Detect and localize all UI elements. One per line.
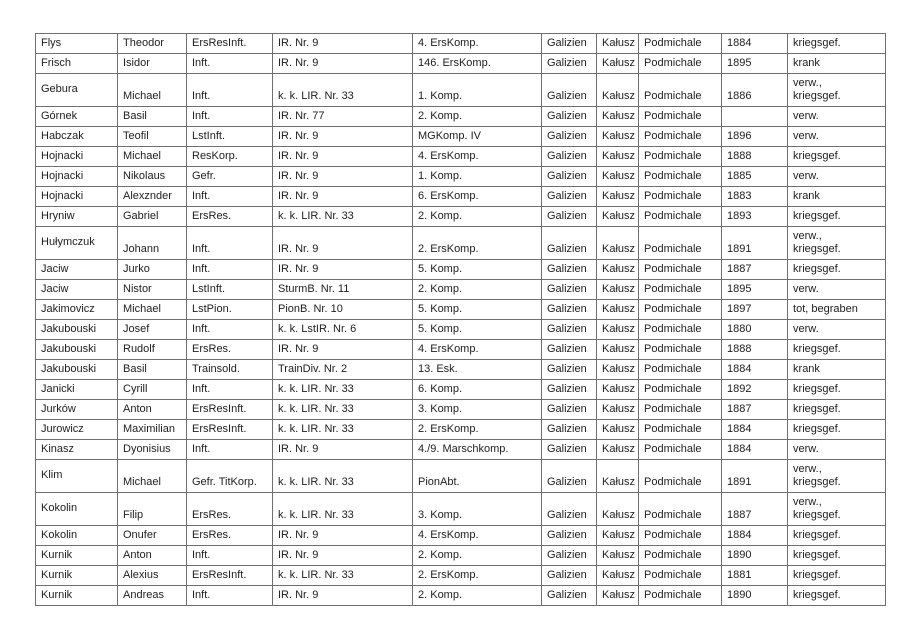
cell-place: Podmichale [639,127,722,147]
cell-company: 4. ErsKomp. [413,340,542,360]
table-row [36,34,886,54]
cell-first-name: Alexznder [118,187,187,207]
cell-surname: Klim [36,460,118,493]
cell-birth-year: 1897 [722,300,788,320]
cell-surname: Hojnacki [36,187,118,207]
cell-region: Galizien [542,340,597,360]
cell-district: Kałusz [597,420,639,440]
cell-region: Galizien [542,420,597,440]
cell-district: Kałusz [597,380,639,400]
cell-status: verw., kriegsgef. [788,460,886,493]
table-row [36,207,886,227]
cell-status: kriegsgef. [788,566,886,586]
cell-unit: IR. Nr. 77 [273,107,413,127]
cell-first-name: Johann [118,227,187,260]
cell-surname: Kokolin [36,526,118,546]
cell-region: Galizien [542,380,597,400]
cell-region: Galizien [542,147,597,167]
cell-rank: LstInft. [187,127,273,147]
cell-surname: Hryniw [36,207,118,227]
table-row [36,566,886,586]
cell-birth-year: 1890 [722,586,788,606]
cell-surname: Kinasz [36,440,118,460]
cell-birth-year: 1884 [722,360,788,380]
cell-status: krank [788,360,886,380]
cell-company: 146. ErsKomp. [413,54,542,74]
cell-rank: ErsResInft. [187,34,273,54]
cell-company: 2. Komp. [413,207,542,227]
cell-region: Galizien [542,400,597,420]
cell-unit: k. k. LstIR. Nr. 6 [273,320,413,340]
cell-birth-year: 1881 [722,566,788,586]
cell-status: verw., kriegsgef. [788,493,886,526]
cell-company: 5. Komp. [413,300,542,320]
cell-surname: Jakubouski [36,340,118,360]
cell-company: 4./9. Marschkomp. [413,440,542,460]
cell-company: 2. Komp. [413,546,542,566]
cell-place: Podmichale [639,147,722,167]
cell-company: 1. Komp. [413,74,542,107]
table-row [36,360,886,380]
cell-district: Kałusz [597,107,639,127]
cell-rank: Inft. [187,74,273,107]
cell-birth-year [722,107,788,127]
cell-surname: Gebura [36,74,118,107]
cell-rank: Inft. [187,187,273,207]
cell-unit: IR. Nr. 9 [273,440,413,460]
cell-first-name: Josef [118,320,187,340]
cell-birth-year: 1887 [722,493,788,526]
cell-first-name: Nikolaus [118,167,187,187]
cell-place: Podmichale [639,107,722,127]
cell-unit: IR. Nr. 9 [273,187,413,207]
cell-unit: k. k. LIR. Nr. 33 [273,460,413,493]
cell-place: Podmichale [639,586,722,606]
cell-rank: Inft. [187,440,273,460]
cell-unit: k. k. LIR. Nr. 33 [273,566,413,586]
cell-rank: LstPion. [187,300,273,320]
cell-place: Podmichale [639,207,722,227]
cell-first-name: Rudolf [118,340,187,360]
cell-place: Podmichale [639,360,722,380]
cell-company: 2. Komp. [413,107,542,127]
cell-place: Podmichale [639,566,722,586]
cell-district: Kałusz [597,147,639,167]
cell-surname: Górnek [36,107,118,127]
cell-surname: Jakubouski [36,320,118,340]
cell-region: Galizien [542,300,597,320]
cell-region: Galizien [542,460,597,493]
cell-district: Kałusz [597,360,639,380]
cell-region: Galizien [542,34,597,54]
cell-place: Podmichale [639,400,722,420]
cell-region: Galizien [542,260,597,280]
cell-surname: Kokolin [36,493,118,526]
cell-place: Podmichale [639,320,722,340]
cell-district: Kałusz [597,460,639,493]
cell-unit: IR. Nr. 9 [273,526,413,546]
cell-surname: Habczak [36,127,118,147]
cell-unit: k. k. LIR. Nr. 33 [273,380,413,400]
cell-district: Kałusz [597,187,639,207]
cell-first-name: Basil [118,107,187,127]
cell-first-name: Maximilian [118,420,187,440]
cell-surname: Kurnik [36,566,118,586]
cell-region: Galizien [542,54,597,74]
cell-unit: k. k. LIR. Nr. 33 [273,400,413,420]
cell-first-name: Anton [118,546,187,566]
casualty-table [35,33,886,606]
cell-birth-year: 1895 [722,54,788,74]
cell-rank: Gefr. TitKorp. [187,460,273,493]
cell-birth-year: 1884 [722,420,788,440]
cell-company: 2. ErsKomp. [413,420,542,440]
cell-district: Kałusz [597,340,639,360]
cell-first-name: Cyrill [118,380,187,400]
table-row [36,280,886,300]
cell-status: kriegsgef. [788,420,886,440]
cell-district: Kałusz [597,493,639,526]
cell-region: Galizien [542,207,597,227]
cell-first-name: Teofil [118,127,187,147]
cell-rank: Trainsold. [187,360,273,380]
cell-district: Kałusz [597,167,639,187]
cell-status: tot, begraben [788,300,886,320]
cell-region: Galizien [542,526,597,546]
cell-place: Podmichale [639,280,722,300]
cell-district: Kałusz [597,300,639,320]
cell-first-name: Basil [118,360,187,380]
cell-status: kriegsgef. [788,147,886,167]
cell-district: Kałusz [597,526,639,546]
cell-region: Galizien [542,107,597,127]
cell-place: Podmichale [639,54,722,74]
cell-unit: k. k. LIR. Nr. 33 [273,493,413,526]
cell-company: 2. Komp. [413,586,542,606]
cell-surname: Frisch [36,54,118,74]
cell-rank: Inft. [187,380,273,400]
table-row [36,493,886,526]
cell-first-name: Isidor [118,54,187,74]
cell-place: Podmichale [639,167,722,187]
cell-first-name: Michael [118,147,187,167]
cell-status: kriegsgef. [788,207,886,227]
cell-unit: TrainDiv. Nr. 2 [273,360,413,380]
cell-place: Podmichale [639,380,722,400]
cell-birth-year: 1895 [722,280,788,300]
cell-district: Kałusz [597,440,639,460]
cell-company: 4. ErsKomp. [413,34,542,54]
cell-company: 2. ErsKomp. [413,566,542,586]
cell-status: kriegsgef. [788,400,886,420]
cell-region: Galizien [542,586,597,606]
cell-first-name: Michael [118,460,187,493]
cell-district: Kałusz [597,400,639,420]
cell-unit: IR. Nr. 9 [273,127,413,147]
cell-district: Kałusz [597,320,639,340]
cell-first-name: Gabriel [118,207,187,227]
table-row [36,440,886,460]
cell-rank: Inft. [187,320,273,340]
cell-surname: Jaciw [36,260,118,280]
cell-district: Kałusz [597,280,639,300]
cell-first-name: Andreas [118,586,187,606]
cell-status: kriegsgef. [788,34,886,54]
cell-first-name: Jurko [118,260,187,280]
table-row [36,260,886,280]
cell-unit: k. k. LIR. Nr. 33 [273,420,413,440]
table-row [36,526,886,546]
cell-district: Kałusz [597,586,639,606]
cell-status: verw. [788,440,886,460]
cell-status: kriegsgef. [788,260,886,280]
cell-region: Galizien [542,440,597,460]
cell-unit: IR. Nr. 9 [273,34,413,54]
cell-rank: ErsRes. [187,207,273,227]
cell-place: Podmichale [639,460,722,493]
cell-birth-year: 1885 [722,167,788,187]
cell-status: verw. [788,167,886,187]
table-row [36,74,886,107]
cell-company: 3. Komp. [413,493,542,526]
cell-birth-year: 1891 [722,227,788,260]
cell-unit: IR. Nr. 9 [273,586,413,606]
cell-birth-year: 1893 [722,207,788,227]
cell-birth-year: 1884 [722,526,788,546]
table-row [36,127,886,147]
cell-status: kriegsgef. [788,546,886,566]
cell-region: Galizien [542,493,597,526]
cell-surname: Jurowicz [36,420,118,440]
table-row [36,54,886,74]
cell-district: Kałusz [597,34,639,54]
cell-unit: IR. Nr. 9 [273,340,413,360]
cell-birth-year: 1891 [722,460,788,493]
cell-surname: Flys [36,34,118,54]
cell-company: 4. ErsKomp. [413,147,542,167]
cell-unit: k. k. LIR. Nr. 33 [273,74,413,107]
cell-rank: Inft. [187,260,273,280]
cell-company: 2. Komp. [413,280,542,300]
cell-birth-year: 1883 [722,187,788,207]
cell-district: Kałusz [597,127,639,147]
cell-first-name: Onufer [118,526,187,546]
cell-place: Podmichale [639,340,722,360]
cell-region: Galizien [542,227,597,260]
cell-place: Podmichale [639,546,722,566]
cell-company: 6. Komp. [413,380,542,400]
cell-status: kriegsgef. [788,380,886,400]
cell-status: verw. [788,320,886,340]
cell-birth-year: 1887 [722,400,788,420]
table-row [36,167,886,187]
cell-first-name: Michael [118,74,187,107]
cell-district: Kałusz [597,227,639,260]
cell-place: Podmichale [639,440,722,460]
cell-place: Podmichale [639,526,722,546]
cell-surname: Hojnacki [36,147,118,167]
table-row [36,400,886,420]
cell-birth-year: 1888 [722,340,788,360]
cell-place: Podmichale [639,34,722,54]
cell-rank: Inft. [187,107,273,127]
cell-first-name: Alexius [118,566,187,586]
table-row [36,147,886,167]
cell-region: Galizien [542,546,597,566]
cell-region: Galizien [542,360,597,380]
cell-company: 5. Komp. [413,260,542,280]
cell-unit: k. k. LIR. Nr. 33 [273,207,413,227]
cell-company: 2. ErsKomp. [413,227,542,260]
cell-surname: Hułymczuk [36,227,118,260]
cell-surname: Janicki [36,380,118,400]
table-row [36,380,886,400]
cell-status: kriegsgef. [788,586,886,606]
cell-status: verw. [788,127,886,147]
cell-status: krank [788,54,886,74]
cell-first-name: Theodor [118,34,187,54]
cell-rank: Inft. [187,227,273,260]
cell-rank: ErsResInft. [187,400,273,420]
table-row [36,227,886,260]
cell-first-name: Dyonisius [118,440,187,460]
cell-status: verw. [788,107,886,127]
cell-company: MGKomp. IV [413,127,542,147]
cell-region: Galizien [542,566,597,586]
cell-rank: Inft. [187,54,273,74]
cell-district: Kałusz [597,74,639,107]
cell-district: Kałusz [597,54,639,74]
cell-surname: Hojnacki [36,167,118,187]
table-row [36,420,886,440]
cell-unit: IR. Nr. 9 [273,167,413,187]
cell-birth-year: 1896 [722,127,788,147]
cell-place: Podmichale [639,420,722,440]
table-row [36,107,886,127]
cell-place: Podmichale [639,300,722,320]
cell-first-name: Anton [118,400,187,420]
cell-unit: IR. Nr. 9 [273,546,413,566]
cell-birth-year: 1888 [722,147,788,167]
cell-unit: IR. Nr. 9 [273,260,413,280]
cell-first-name: Nistor [118,280,187,300]
cell-rank: ResKorp. [187,147,273,167]
cell-company: 4. ErsKomp. [413,526,542,546]
cell-birth-year: 1892 [722,380,788,400]
cell-surname: Jakimovicz [36,300,118,320]
cell-company: 5. Komp. [413,320,542,340]
cell-first-name: Filip [118,493,187,526]
table-row [36,300,886,320]
cell-surname: Jaciw [36,280,118,300]
cell-unit: IR. Nr. 9 [273,147,413,167]
table-row [36,460,886,493]
table-row [36,320,886,340]
cell-rank: Inft. [187,546,273,566]
cell-birth-year: 1880 [722,320,788,340]
cell-unit: IR. Nr. 9 [273,227,413,260]
cell-status: verw. [788,280,886,300]
table-row [36,187,886,207]
cell-surname: Jurków [36,400,118,420]
cell-company: 6. ErsKomp. [413,187,542,207]
cell-unit: IR. Nr. 9 [273,54,413,74]
table-body [36,34,886,606]
cell-rank: LstInft. [187,280,273,300]
cell-status: verw., kriegsgef. [788,227,886,260]
cell-surname: Jakubouski [36,360,118,380]
cell-place: Podmichale [639,493,722,526]
cell-place: Podmichale [639,74,722,107]
cell-company: PionAbt. [413,460,542,493]
cell-district: Kałusz [597,260,639,280]
cell-status: kriegsgef. [788,526,886,546]
table-row [36,546,886,566]
cell-unit: PionB. Nr. 10 [273,300,413,320]
cell-region: Galizien [542,74,597,107]
cell-rank: ErsRes. [187,340,273,360]
cell-unit: SturmB. Nr. 11 [273,280,413,300]
cell-status: kriegsgef. [788,340,886,360]
cell-status: verw., kriegsgef. [788,74,886,107]
cell-place: Podmichale [639,187,722,207]
cell-first-name: Michael [118,300,187,320]
cell-rank: ErsRes. [187,493,273,526]
cell-region: Galizien [542,320,597,340]
cell-rank: ErsResInft. [187,566,273,586]
cell-rank: ErsRes. [187,526,273,546]
cell-company: 3. Komp. [413,400,542,420]
cell-district: Kałusz [597,566,639,586]
cell-surname: Kurnik [36,546,118,566]
cell-birth-year: 1884 [722,440,788,460]
cell-region: Galizien [542,187,597,207]
cell-rank: Inft. [187,586,273,606]
cell-birth-year: 1887 [722,260,788,280]
table-row [36,586,886,606]
table-row [36,340,886,360]
cell-place: Podmichale [639,260,722,280]
cell-company: 13. Esk. [413,360,542,380]
cell-region: Galizien [542,167,597,187]
cell-birth-year: 1884 [722,34,788,54]
cell-district: Kałusz [597,207,639,227]
cell-place: Podmichale [639,227,722,260]
cell-status: krank [788,187,886,207]
cell-company: 1. Komp. [413,167,542,187]
cell-district: Kałusz [597,546,639,566]
cell-surname: Kurnik [36,586,118,606]
cell-region: Galizien [542,127,597,147]
cell-rank: Gefr. [187,167,273,187]
cell-birth-year: 1886 [722,74,788,107]
cell-rank: ErsResInft. [187,420,273,440]
cell-birth-year: 1890 [722,546,788,566]
cell-region: Galizien [542,280,597,300]
